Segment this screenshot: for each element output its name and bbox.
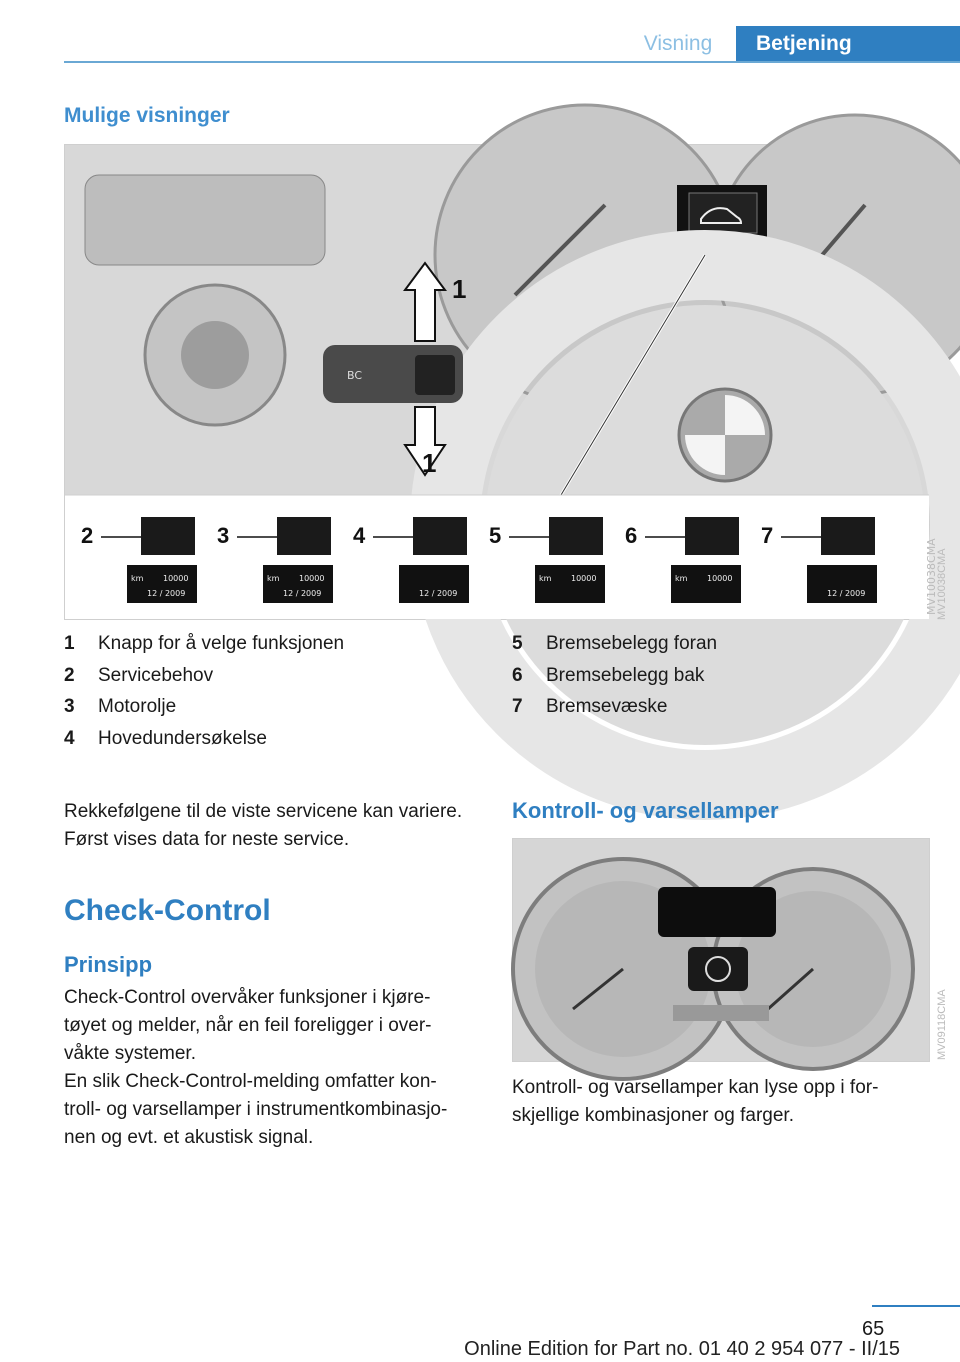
legend-num: 7: [512, 696, 523, 717]
text-line: Først vises data for neste service.: [64, 829, 350, 850]
figure-instrument-cluster: [512, 838, 930, 1062]
panel-km-value: 10000: [571, 574, 597, 583]
text-line: våkte systemer.: [64, 1043, 196, 1064]
legend-text: Knapp for å velge funksjonen: [98, 633, 345, 654]
text-line: tøyet og melder, når en feil foreligger i over‐: [64, 1015, 432, 1036]
tab-visning[interactable]: Visning: [643, 31, 713, 55]
prinsipp-paragraph: [64, 984, 484, 1068]
check-control-message-paragraph: [64, 1068, 484, 1152]
panel-km-value: 10000: [299, 574, 325, 583]
panel-date: 12 / 2009: [419, 589, 458, 598]
text-line: troll- og varsellamper i instrumentkombinasjo‐: [64, 1099, 448, 1120]
legend-item: [64, 723, 344, 755]
legend-num: 1: [64, 633, 75, 654]
legend-item: [64, 691, 344, 723]
panel-icon-box: [549, 517, 603, 555]
panel-icon-box: [413, 517, 467, 555]
panel-callout-3: 3: [217, 523, 230, 548]
panel-icon-box: [277, 517, 331, 555]
panel-km-value: 10000: [163, 574, 189, 583]
heading-prinsipp: Prinsipp: [64, 952, 153, 977]
footer-rule: [872, 1305, 960, 1307]
header-rule: [64, 61, 960, 63]
panel-km-value: 10000: [707, 574, 733, 583]
legend-item: [512, 691, 717, 723]
legend-text: Bremsebelegg bak: [546, 664, 705, 686]
panel-date: 12 / 2009: [283, 589, 322, 598]
callout-1-top: 1: [452, 274, 467, 304]
panel-km-label: km: [539, 574, 552, 583]
legend-text: Bremsevæske: [546, 696, 668, 717]
legend-left: [64, 628, 344, 754]
panel-icon-box: [141, 517, 195, 555]
text-line: En slik Check-Control-melding omfatter kon‐: [64, 1071, 437, 1092]
panel-display: [671, 565, 741, 603]
legend-num: 2: [64, 664, 75, 686]
text-line: Check-Control overvåker funksjoner i kjøre‐: [64, 987, 431, 1008]
text-line: nen og evt. et akustisk signal.: [64, 1127, 314, 1148]
service-order-paragraph: [64, 798, 484, 854]
heading-check-control: Check-Control: [64, 894, 271, 927]
text-line: Rekkefølgene til de viste servicene kan variere.: [64, 801, 463, 822]
legend-text: Motorolje: [98, 696, 177, 717]
lamps-paragraph: [512, 1074, 932, 1130]
section-title: Mulige visninger: [64, 104, 230, 127]
panel-callout-5: 5: [489, 523, 502, 548]
panel-callout-2: 2: [81, 523, 94, 548]
figure1-code: MV10038CMA: [925, 538, 938, 615]
panel-callout-4: 4: [353, 523, 366, 548]
panel-callout-6: 6: [625, 523, 638, 548]
legend-item: [64, 660, 344, 692]
svg-text:BC: BC: [347, 369, 363, 382]
legend-text: Hovedundersøkelse: [98, 727, 267, 749]
panel-icon-box: [685, 517, 739, 555]
legend-num: 6: [512, 664, 523, 686]
legend-num: 5: [512, 633, 523, 654]
footer-edition: Online Edition for Part no. 01 40 2 954 077 - II/15: [464, 1338, 900, 1360]
legend-num: 4: [64, 727, 75, 749]
panel-date: 12 / 2009: [827, 589, 866, 598]
tab-betjening[interactable]: Betjening: [736, 26, 960, 61]
legend-item: [64, 628, 344, 660]
page-number: 65: [862, 1318, 885, 1340]
panel-km-label: km: [131, 574, 144, 583]
heading-kontroll-varsellamper: Kontroll- og varsellamper: [512, 798, 779, 823]
panel-icon-box: [821, 517, 875, 555]
panel-display: [535, 565, 605, 603]
legend-item: [512, 660, 717, 692]
legend-right: [512, 628, 717, 723]
figure1-code-label: MV10038CMA: [936, 548, 948, 620]
legend-num: 3: [64, 696, 75, 717]
legend-text: Servicebehov: [98, 664, 214, 686]
callout-1-bottom: 1: [422, 448, 437, 478]
text-line: skjellige kombinasjoner og farger.: [512, 1105, 794, 1126]
legend-text: Bremsebelegg foran: [546, 633, 718, 654]
panel-callout-7: 7: [761, 523, 774, 548]
panel-date: 12 / 2009: [147, 589, 186, 598]
figure2-code-label: MV09118CMA: [936, 989, 948, 1060]
panel-km-label: km: [267, 574, 280, 583]
panel-km-label: km: [675, 574, 688, 583]
figure-service-displays: [64, 144, 938, 620]
text-line: Kontroll- og varsellamper kan lyse opp i for‐: [512, 1077, 879, 1098]
legend-item: [512, 628, 717, 660]
